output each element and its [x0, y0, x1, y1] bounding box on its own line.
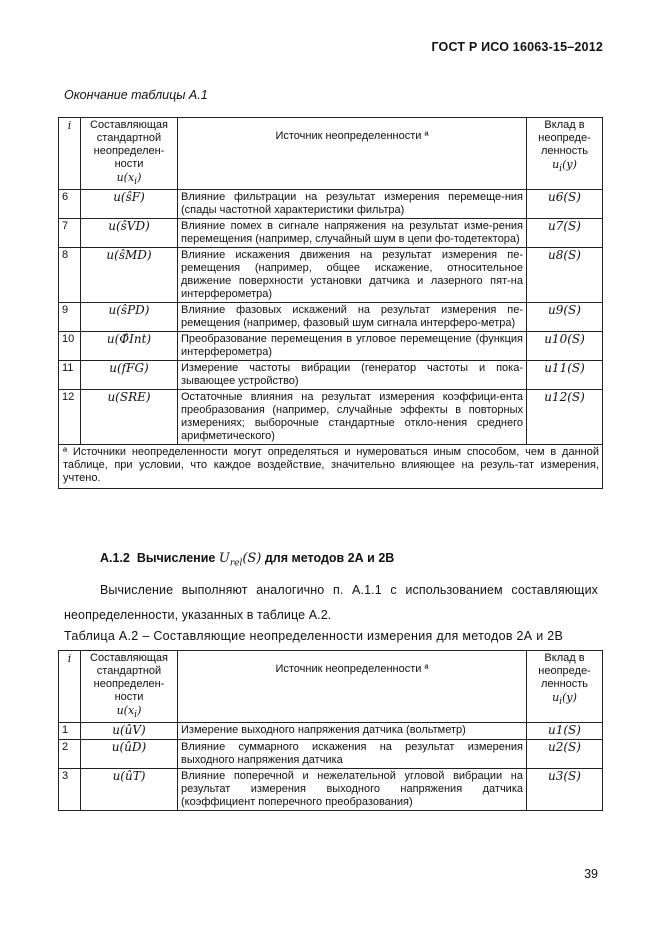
row-contribution-symbol: u2(S) [527, 740, 603, 769]
row-contribution-symbol: u12(S) [527, 390, 603, 445]
header-index: i [59, 118, 81, 190]
table-continuation-caption: Окончание таблицы А.1 [64, 88, 208, 102]
header-component-symbol: $u(x_i)$ [116, 704, 142, 721]
row-source: Остаточные влияния на результат измерения коэффици-ента преобразования (например, случайные эффекты в повторных измерениях; выборочные стандартные откло-нения среднего арифметического) [178, 390, 527, 445]
table-row [59, 219, 603, 248]
row-source: Измерение выходного напряжения датчика (вольтметр) [178, 723, 527, 740]
row-contribution-symbol: u8(S) [527, 248, 603, 303]
row-index: 6 [59, 190, 81, 219]
table-row [59, 248, 603, 303]
row-index: 3 [59, 769, 81, 811]
row-index: 1 [59, 723, 81, 740]
table-row [59, 723, 603, 740]
row-source: Влияние поперечной и нежелательной угловой вибрации на результат измерения выходного напряжения датчика (коэффициент поперечного преобразования) [178, 769, 527, 811]
row-contribution-symbol: u7(S) [527, 219, 603, 248]
header-contribution-symbol: $u_i(y)$ [552, 691, 577, 708]
table-a2 [58, 650, 603, 811]
section-title-post: для методов 2А и 2В [264, 551, 395, 565]
table-footnote-row [59, 445, 603, 489]
header-contribution: Вклад в неопреде-ленность $u_i(y)$ [527, 118, 603, 190]
section-title-pre: Вычисление [136, 551, 216, 565]
row-component-symbol: u(ŝMD) [81, 248, 178, 303]
document-header: ГОСТ Р ИСО 16063-15–2012 [431, 40, 603, 54]
row-component-symbol: u(Φ̂Int) [81, 332, 178, 361]
header-index: i [59, 651, 81, 723]
row-source: Преобразование перемещения в угловое перемещение (функция интерферометра) [178, 332, 527, 361]
row-contribution-symbol: u10(S) [527, 332, 603, 361]
section-number: А.1.2 [100, 551, 130, 565]
page-number: 39 [584, 867, 598, 881]
row-contribution-symbol: u3(S) [527, 769, 603, 811]
table-header-row [59, 651, 603, 723]
section-paragraph: Вычисление выполняют аналогично п. А.1.1 с использованием составляющих неопределенности, указанных в таблице А.2. [64, 583, 598, 622]
table-row [59, 190, 603, 219]
row-index: 2 [59, 740, 81, 769]
table-row [59, 361, 603, 390]
row-contribution-symbol: u9(S) [527, 303, 603, 332]
table-row [59, 390, 603, 445]
row-source: Влияние фильтрации на результат измерения перемеще-ния (спады частотной характеристики фильтра) [178, 190, 527, 219]
row-index: 7 [59, 219, 81, 248]
row-source: Измерение частоты вибрации (генератор частоты и пока-зывающее устройство) [178, 361, 527, 390]
header-component: Составляющая стандартной неопределен-ности $u(x_i)$ [81, 118, 178, 190]
row-index: 8 [59, 248, 81, 303]
table-footnote: ª Источники неопределенности могут определяться и нумероваться иным способом, чем в данной таблице, при условии, что каждое воздействие, значительно влияющее на резуль-тат измерения, учтено. [59, 445, 603, 489]
row-source: Влияние фазовых искажений на результат измерения пе-ремещения (например, фазовый шум сигнала интерферо-метра) [178, 303, 527, 332]
table-a2-body [59, 723, 603, 811]
row-source: Влияние искажения движения на результат измерения пе-ремещения (например, общее искажение, относительное движение поверхности установки датчика и лазерного пят-на интерферометра) [178, 248, 527, 303]
row-source: Влияние суммарного искажения на результат измерения выходного напряжения датчика [178, 740, 527, 769]
header-contribution-symbol: $u_i(y)$ [552, 158, 577, 175]
row-index: 9 [59, 303, 81, 332]
row-component-symbol: u(ŝPD) [81, 303, 178, 332]
table-header-row [59, 118, 603, 190]
row-index: 12 [59, 390, 81, 445]
row-component-symbol: u(ûD) [81, 740, 178, 769]
table-row [59, 740, 603, 769]
row-component-symbol: u(SRE) [81, 390, 178, 445]
table-row [59, 332, 603, 361]
table-row [59, 303, 603, 332]
header-contribution: Вклад в неопреде-ленность $u_i(y)$ [527, 651, 603, 723]
row-component-symbol: u(ŝVD) [81, 219, 178, 248]
row-index: 10 [59, 332, 81, 361]
row-component-symbol: u(ŝF) [81, 190, 178, 219]
table-a1-body [59, 190, 603, 445]
section-heading [100, 551, 394, 569]
row-component-symbol: u(fFG) [81, 361, 178, 390]
row-source: Влияние помех в сигнале напряжения на результат изме-рения перемещения (например, случайный шум в цепи фо-тодетектора) [178, 219, 527, 248]
header-component-symbol: $u(x_i)$ [116, 171, 142, 188]
header-component: Составляющая стандартной неопределен-ности $u(x_i)$ [81, 651, 178, 723]
row-component-symbol: u(ûT) [81, 769, 178, 811]
header-source: Источник неопределенности ª [178, 651, 527, 723]
section-formula: $U_{rel}(S)$ [218, 551, 262, 569]
row-index: 11 [59, 361, 81, 390]
header-source: Источник неопределенности ª [178, 118, 527, 190]
row-contribution-symbol: u1(S) [527, 723, 603, 740]
table-row [59, 769, 603, 811]
row-component-symbol: u(ûV) [81, 723, 178, 740]
row-contribution-symbol: u6(S) [527, 190, 603, 219]
table-a1 [58, 117, 603, 489]
row-contribution-symbol: u11(S) [527, 361, 603, 390]
table-a2-caption: Таблица А.2 – Составляющие неопределенности измерения для методов 2А и 2В [64, 629, 564, 643]
